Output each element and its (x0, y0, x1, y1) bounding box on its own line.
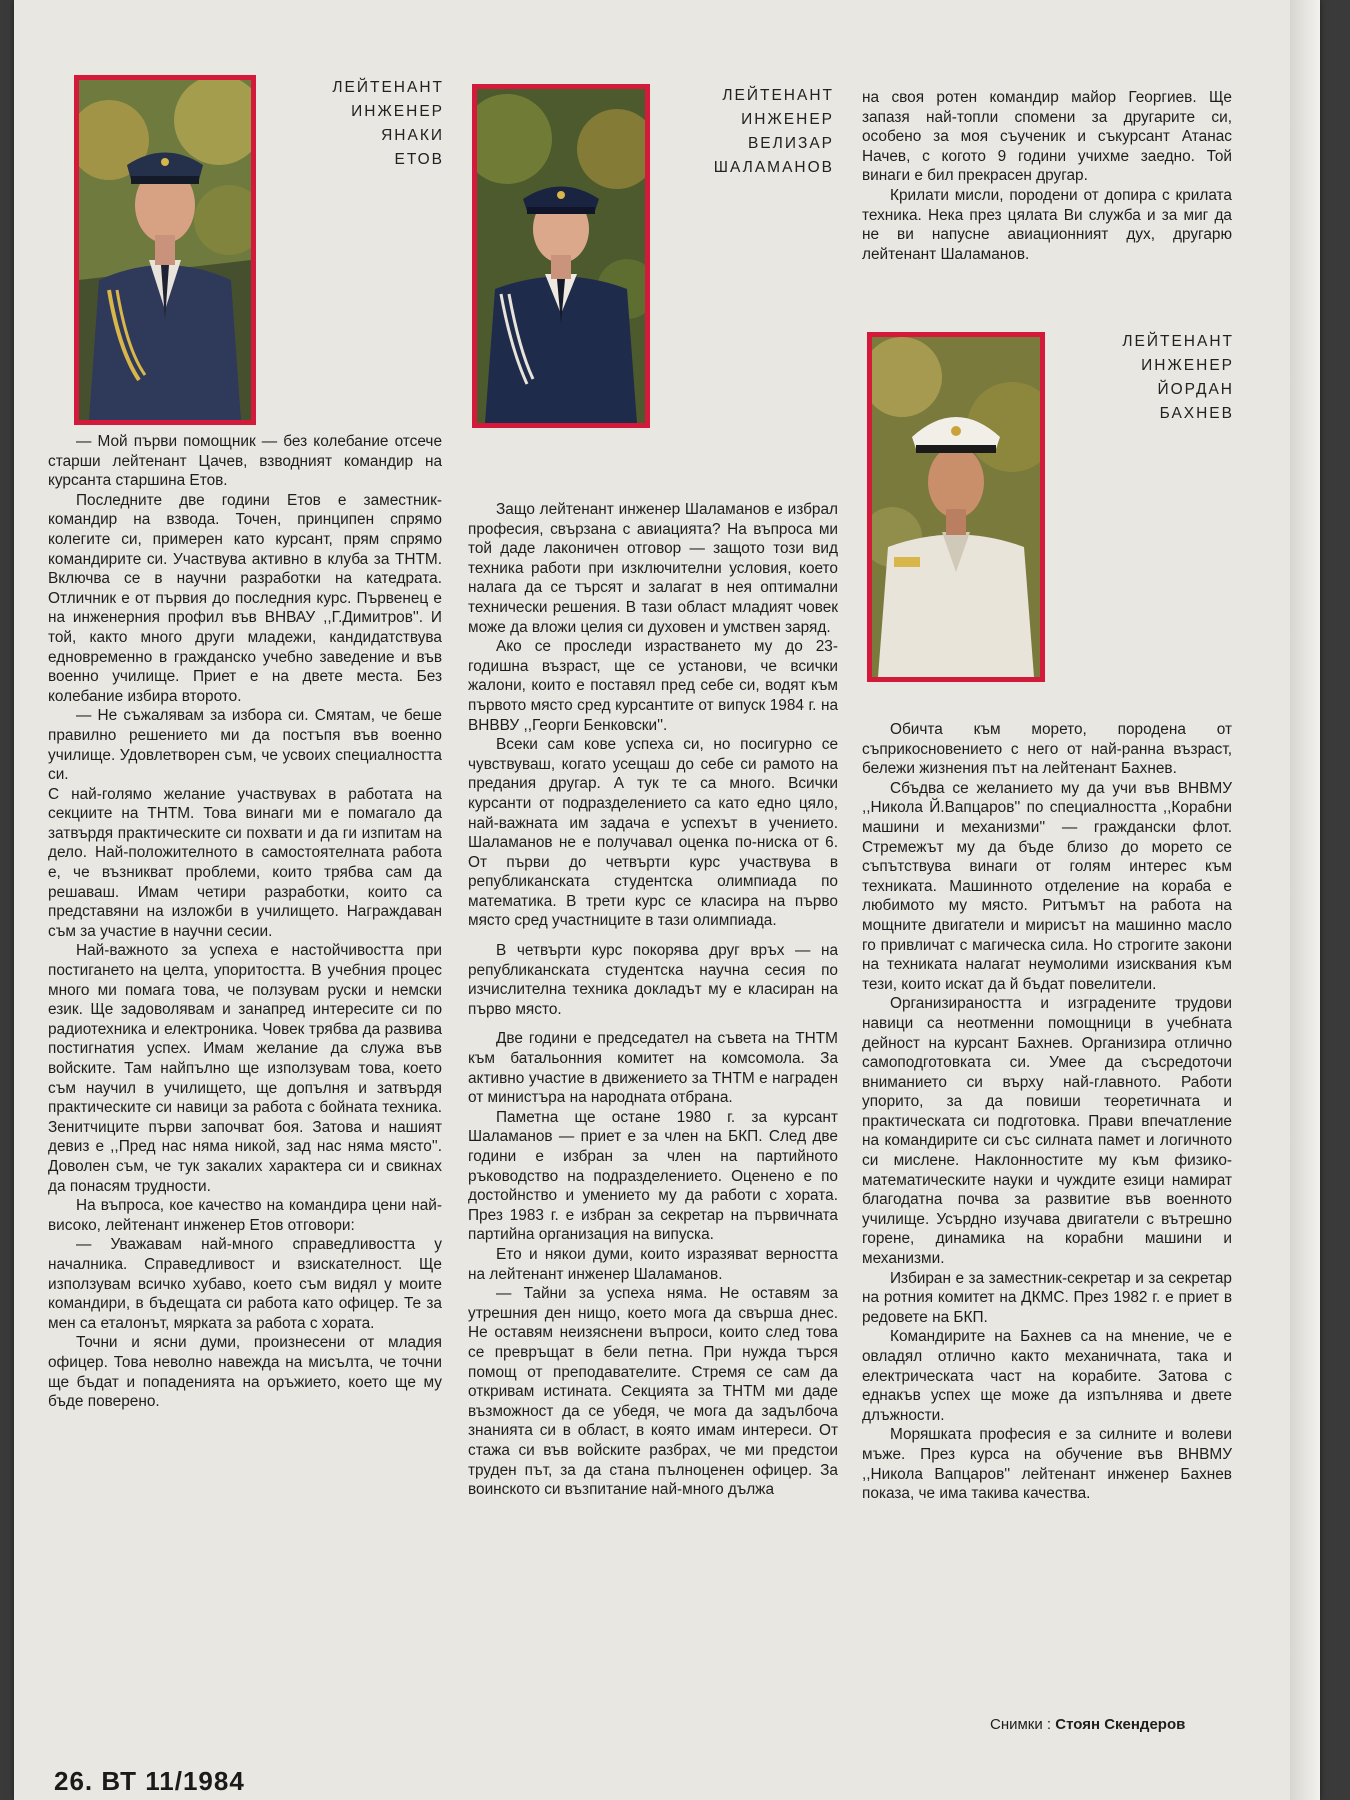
photo-bahnev (867, 332, 1045, 682)
caption-line: ШАЛАМАНОВ (713, 159, 834, 176)
article-etov (48, 432, 442, 1412)
paragraph: Обичта към морето, породена от съприкосновението с него от най-ранна възраст, бележи жизнения път на лейтенант Бахнев. (862, 721, 1232, 778)
caption-line: ЯНАКИ (381, 127, 444, 144)
paragraph: Ако се проследи израстването му до 23-годишна възраст, ще се установи, че всички жалони, които е поставял пред себе си, водят към първото място сред курсантите от випуск 1984 г. на ВНВВУ ,,Георги Бенковски''. (468, 638, 838, 734)
page-footer: 26. ВТ 11/1984 (54, 1766, 245, 1796)
caption-line: ИНЖЕНЕР (741, 111, 834, 128)
paragraph: Последните две години Етов е заместник-командир на взвода. Точен, принципен спрямо колегите си, примерен като курсант, прям спрямо командирите си. Участвува активно в клуба за ТНТМ. Включва се в научни разработки на катедрата. Отличник е от първия до последния курс. Първенец е на инженерния профил във ВНВАУ ,,Г.Димитров''. И той, както много други младежи, кандидатствува едновременно в гражданско учебно заведение и във военно училище. Приет е на двете места. Без колебание избира второто. (48, 491, 442, 705)
paragraph: Най-важното за успеха е настойчивостта при постигането на целта, упоритостта. В учебния процес много ми помага това, че ползувам руски и немски език. Ще задоволявам и занапред интересите си по радиотехника и електроника. Човек трябва да развива постигнатия успех. Имам желание да служа във войските. Там найпълно ще използувам това, което съм научил в училището, ще допълня и затвърдя практическите си навици за работа с бойната техника. Зенитчиците първи започват боя. Затова и нашият девиз е ,,Пред нас няма никой, зад нас няма място''. Доволен съм, че тук закалих характера си и свикнах да понасям трудности. (48, 942, 442, 1195)
article-bahnev (862, 720, 1232, 1504)
portrait-etov-image (79, 80, 251, 420)
caption-bahnev (1054, 330, 1234, 426)
paragraph: В четвърти курс покорява друг връх — на републиканската студентска научна сесия по изчислителна техника докладът му е класиран на първо място. (468, 942, 838, 1018)
caption-line: ЕТОВ (394, 151, 444, 168)
paragraph: Паметна ще остане 1980 г. за курсант Шаламанов — приет е за член на БКП. След две години е избран за член на партийното ръководство на подразделението. Оценено е по достойнство и умението му да работи с хората. През 1983 г. е избран за секретар на първичната партийна организация на випуска. (468, 1108, 838, 1244)
caption-line: ЛЕЙТЕНАНТ (722, 87, 834, 104)
photo-credit-name: Стоян Скендеров (1055, 1716, 1186, 1733)
paragraph: Моряшката професия е за силните и волеви мъже. През курса на обучение във ВНВМУ ,,Никола Вапцаров'' лейтенант инженер Бахнев показа, че има такива качества. (862, 1426, 1232, 1503)
paragraph: Защо лейтенант инженер Шаламанов е избрал професия, свързана с авиацията? На въпроса ми той даде лаконичен отговор — защото този вид техника работи при изключителни условия, което налага да се търсят и залагат в нея оптимални технически решения. В тази област младият човек може да вложи целия си духовен и умствен заряд. (468, 501, 838, 636)
paragraph: Крилати мисли, породени от допира с крилата техника. Нека през цялата Ви служба и за миг да не ви напусне авиационният дух, другарю лейтенант Шаламанов. (862, 186, 1232, 263)
caption-line: ВЕЛИЗАР (747, 135, 834, 152)
paragraph: на своя ротен командир майор Георгиев. Ще запазя най-топли спомени за другарите си, особено за моя съученик и съкурсант Атанас Начев, с когото 9 години учихме заедно. Той винаги е бил прекрасен другар. (862, 89, 1232, 185)
portrait-bahnev-image (872, 337, 1040, 677)
paragraph: С най-голямо желание участвувах в работата на секциите на ТНТМ. Това винаги ми е помагало да затвърдя практическите си похвати и да ги изпитам на дело. Най-положителното в самостоятелната работа е, че възникват проблеми, които трябва сам да решаваш. Имам четири разработки, които са представяни на изложби в училището. Награждаван съм за участие в научни сесии. (48, 785, 442, 940)
paragraph: Командирите на Бахнев са на мнение, че е овладял отлично както механичната, така и електрическата част на корабите. Затова с еднакъв успех ще може да изпълнява и двете длъжности. (862, 1328, 1232, 1424)
caption-line: ИНЖЕНЕР (351, 103, 444, 120)
caption-shalamanov (664, 84, 834, 180)
page-edge (1290, 0, 1320, 1800)
paragraph: — Мой първи помощник — без колебание отсече старши лейтенант Цачев, взводният командир на курсанта старшина Етов. (48, 433, 442, 490)
article-shalamanov-continued (862, 88, 1232, 264)
caption-line: ЛЕЙТЕНАНТ (1122, 333, 1234, 350)
paragraph: Ето и някои думи, които изразяват верността на лейтенант инженер Шаламанов. (468, 1245, 838, 1283)
paragraph: На въпроса, кое качество на командира цени най-високо, лейтенант инженер Етов отговори: (48, 1197, 442, 1234)
caption-line: ЙОРДАН (1157, 381, 1234, 398)
paragraph: Избиран е за заместник-секретар и за секретар на ротния комитет на ДКМС. През 1982 г. е приет в редовете на БКП. (862, 1269, 1232, 1326)
photo-credit (990, 1716, 1185, 1733)
paragraph: — Не съжалявам за избора си. Смятам, че беше правилно решението ми да постъпя във военно училище. Удовлетворен съм, че усвоих специалността си. (48, 707, 442, 784)
paragraph: Сбъдва се желанието му да учи във ВНВМУ ,,Никола Й.Вапцаров'' по специалността ,,Корабни машини и механизми'' — граждански флот. Стремежът му да бъде близо до морето се съпътствува винаги от голям интерес към техниката. Машинното отделение на кораба е любимото му място. Ритъмът на работа на мощните двигатели и мирисът на машинно масло го привличат с магическа сила. Но строгите закони на техниката налагат неумолими изисквания към тези, които искат да й бъдат повелители. (862, 779, 1232, 993)
photo-etov (74, 75, 256, 425)
paragraph: Две години е председател на съвета на ТНТМ към батальонния комитет на комсомола. За активно участие в движението за ТНТМ е награден от министъра на народната отбрана. (468, 1030, 838, 1107)
article-shalamanov (468, 500, 838, 1500)
caption-etov (264, 76, 444, 172)
paragraph: — Уважавам най-много справедливостта у началника. Справедливост и взискателност. Ще използувам всичко хубаво, което съм видял у моите командири, в бъдещата си работа като офицер. Те за мен са еталонът, мярката за работа с хората. (48, 1236, 442, 1332)
paragraph: Всеки сам кове успеха си, но посигурно се чувствуваш, когато усещаш до себе си рамото на предания другар. А тук те са много. Всички курсанти от подразделението са като едно цяло, най-важната им задача е успехът в учението. Шаламанов не е получавал оценка по-ниска от 6. От първи до четвърти курс участвува в републиканската студентска олимпиада по математика. В трети курс се класира на първо място сред участниците в тази олимпиада. (468, 736, 838, 930)
magazine-page (14, 0, 1320, 1800)
paragraph: Организираността и изградените трудови навици са неотменни помощници в учебната дейност на курсант Бахнев. Организира отлично самоподготовката си. Умее да съсредоточи вниманието си върху най-главното. Работи упорито, за да повиши теоретичната и практическата си подготовка. Прави впечатление на командирите си със силната памет и логичното си мислене. Наклонностите му към физико-математическите науки и чуждите езици намират благодатна почва за развитие във военното училище. Усърдно изучава двигатели с вътрешно горене, динамика на корабни машини и механизми. (862, 995, 1232, 1268)
photo-shalamanov (472, 84, 650, 428)
caption-line: ИНЖЕНЕР (1141, 357, 1234, 374)
paragraph: Точни и ясни думи, произнесени от младия офицер. Това неволно навежда на мисълта, че точни ще бъдат и попаденията на оръжието, което ще му бъде поверено. (48, 1334, 442, 1411)
photo-credit-label: Снимки : (990, 1716, 1052, 1733)
caption-line: БАХНЕВ (1159, 405, 1234, 422)
caption-line: ЛЕЙТЕНАНТ (332, 79, 444, 96)
paragraph: — Тайни за успеха няма. Не оставям за утрешния ден нищо, което мога да свърша днес. Не оставям неизяснени въпроси, които след това се превръщат в бели петна. При нужда търся помощ от преподавателите. Стремя се сам да откривам истината. Секцията за ТНТМ ми даде възможност да се убедя, че мога да задълбоча знанията си в област, в която имам интереси. От стажа си във войските разбрах, че ми предстои труден път, за да стана пълноценен офицер. За воинското си възпитание най-много дължа (468, 1285, 838, 1499)
portrait-shalamanov-image (477, 89, 645, 423)
